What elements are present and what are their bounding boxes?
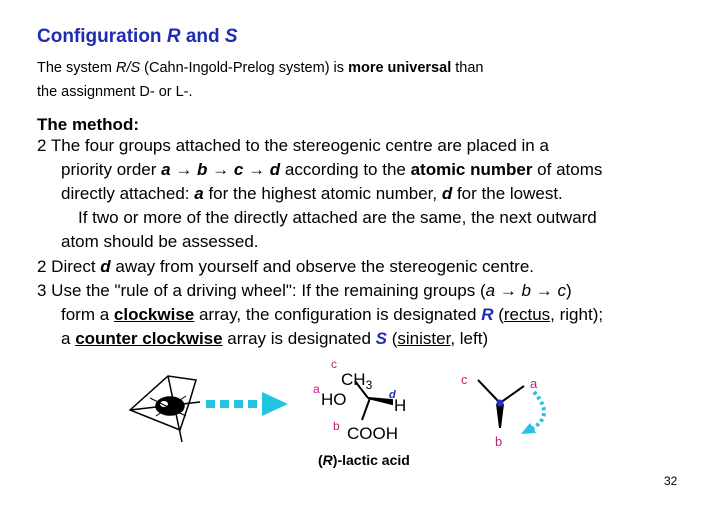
ho-group: HO (321, 390, 347, 409)
view-direction-arrow (206, 392, 288, 416)
method-line-3: directly attached: a for the highest atomic number, d for the lowest. (61, 184, 563, 203)
method-line-1: 2 The four groups attached to the stereogenic centre are placed in a (37, 136, 549, 155)
cooh-group: COOH (347, 424, 398, 443)
method-line-2: priority order a → b → c → d according to the atomic number of atoms (61, 160, 603, 179)
method-line-6: 2 Direct d away from yourself and observe the stereogenic centre. (37, 257, 535, 276)
wheel-label-b: b (495, 434, 503, 449)
molecule-caption: (R)-lactic acid (318, 452, 410, 468)
eye-icon (130, 376, 200, 442)
method-line-8: form a clockwise array, the configuration is designated R (rectus, right); (61, 305, 604, 324)
label-d: d (389, 389, 396, 401)
intro-line-1: The system R/S (Cahn-Ingold-Prelog system) is more universal than (37, 60, 484, 76)
method-line-4: If two or more of the directly attached are the same, the next outward (78, 208, 597, 227)
wheel-label-c: c (461, 372, 468, 387)
page-number: 32 (664, 474, 678, 488)
wheel-label-a: a (530, 376, 538, 391)
method-line-7: 3 Use the "rule of a driving wheel": If the remaining groups (a → b → c) (37, 281, 572, 300)
method-line-5: atom should be assessed. (61, 232, 259, 251)
label-a: a (313, 382, 320, 396)
method-heading: The method: (37, 115, 139, 134)
slide-title: Configuration R and S (37, 26, 238, 47)
label-b: b (333, 419, 340, 433)
intro-line-2: the assignment D- or L-. (37, 84, 193, 100)
ch3-group: $CH_3$ (341, 370, 373, 392)
method-line-9: a counter clockwise array is designated S (sinister, left) (61, 329, 489, 348)
h-atom: H (394, 396, 407, 415)
label-c: c (331, 357, 337, 371)
